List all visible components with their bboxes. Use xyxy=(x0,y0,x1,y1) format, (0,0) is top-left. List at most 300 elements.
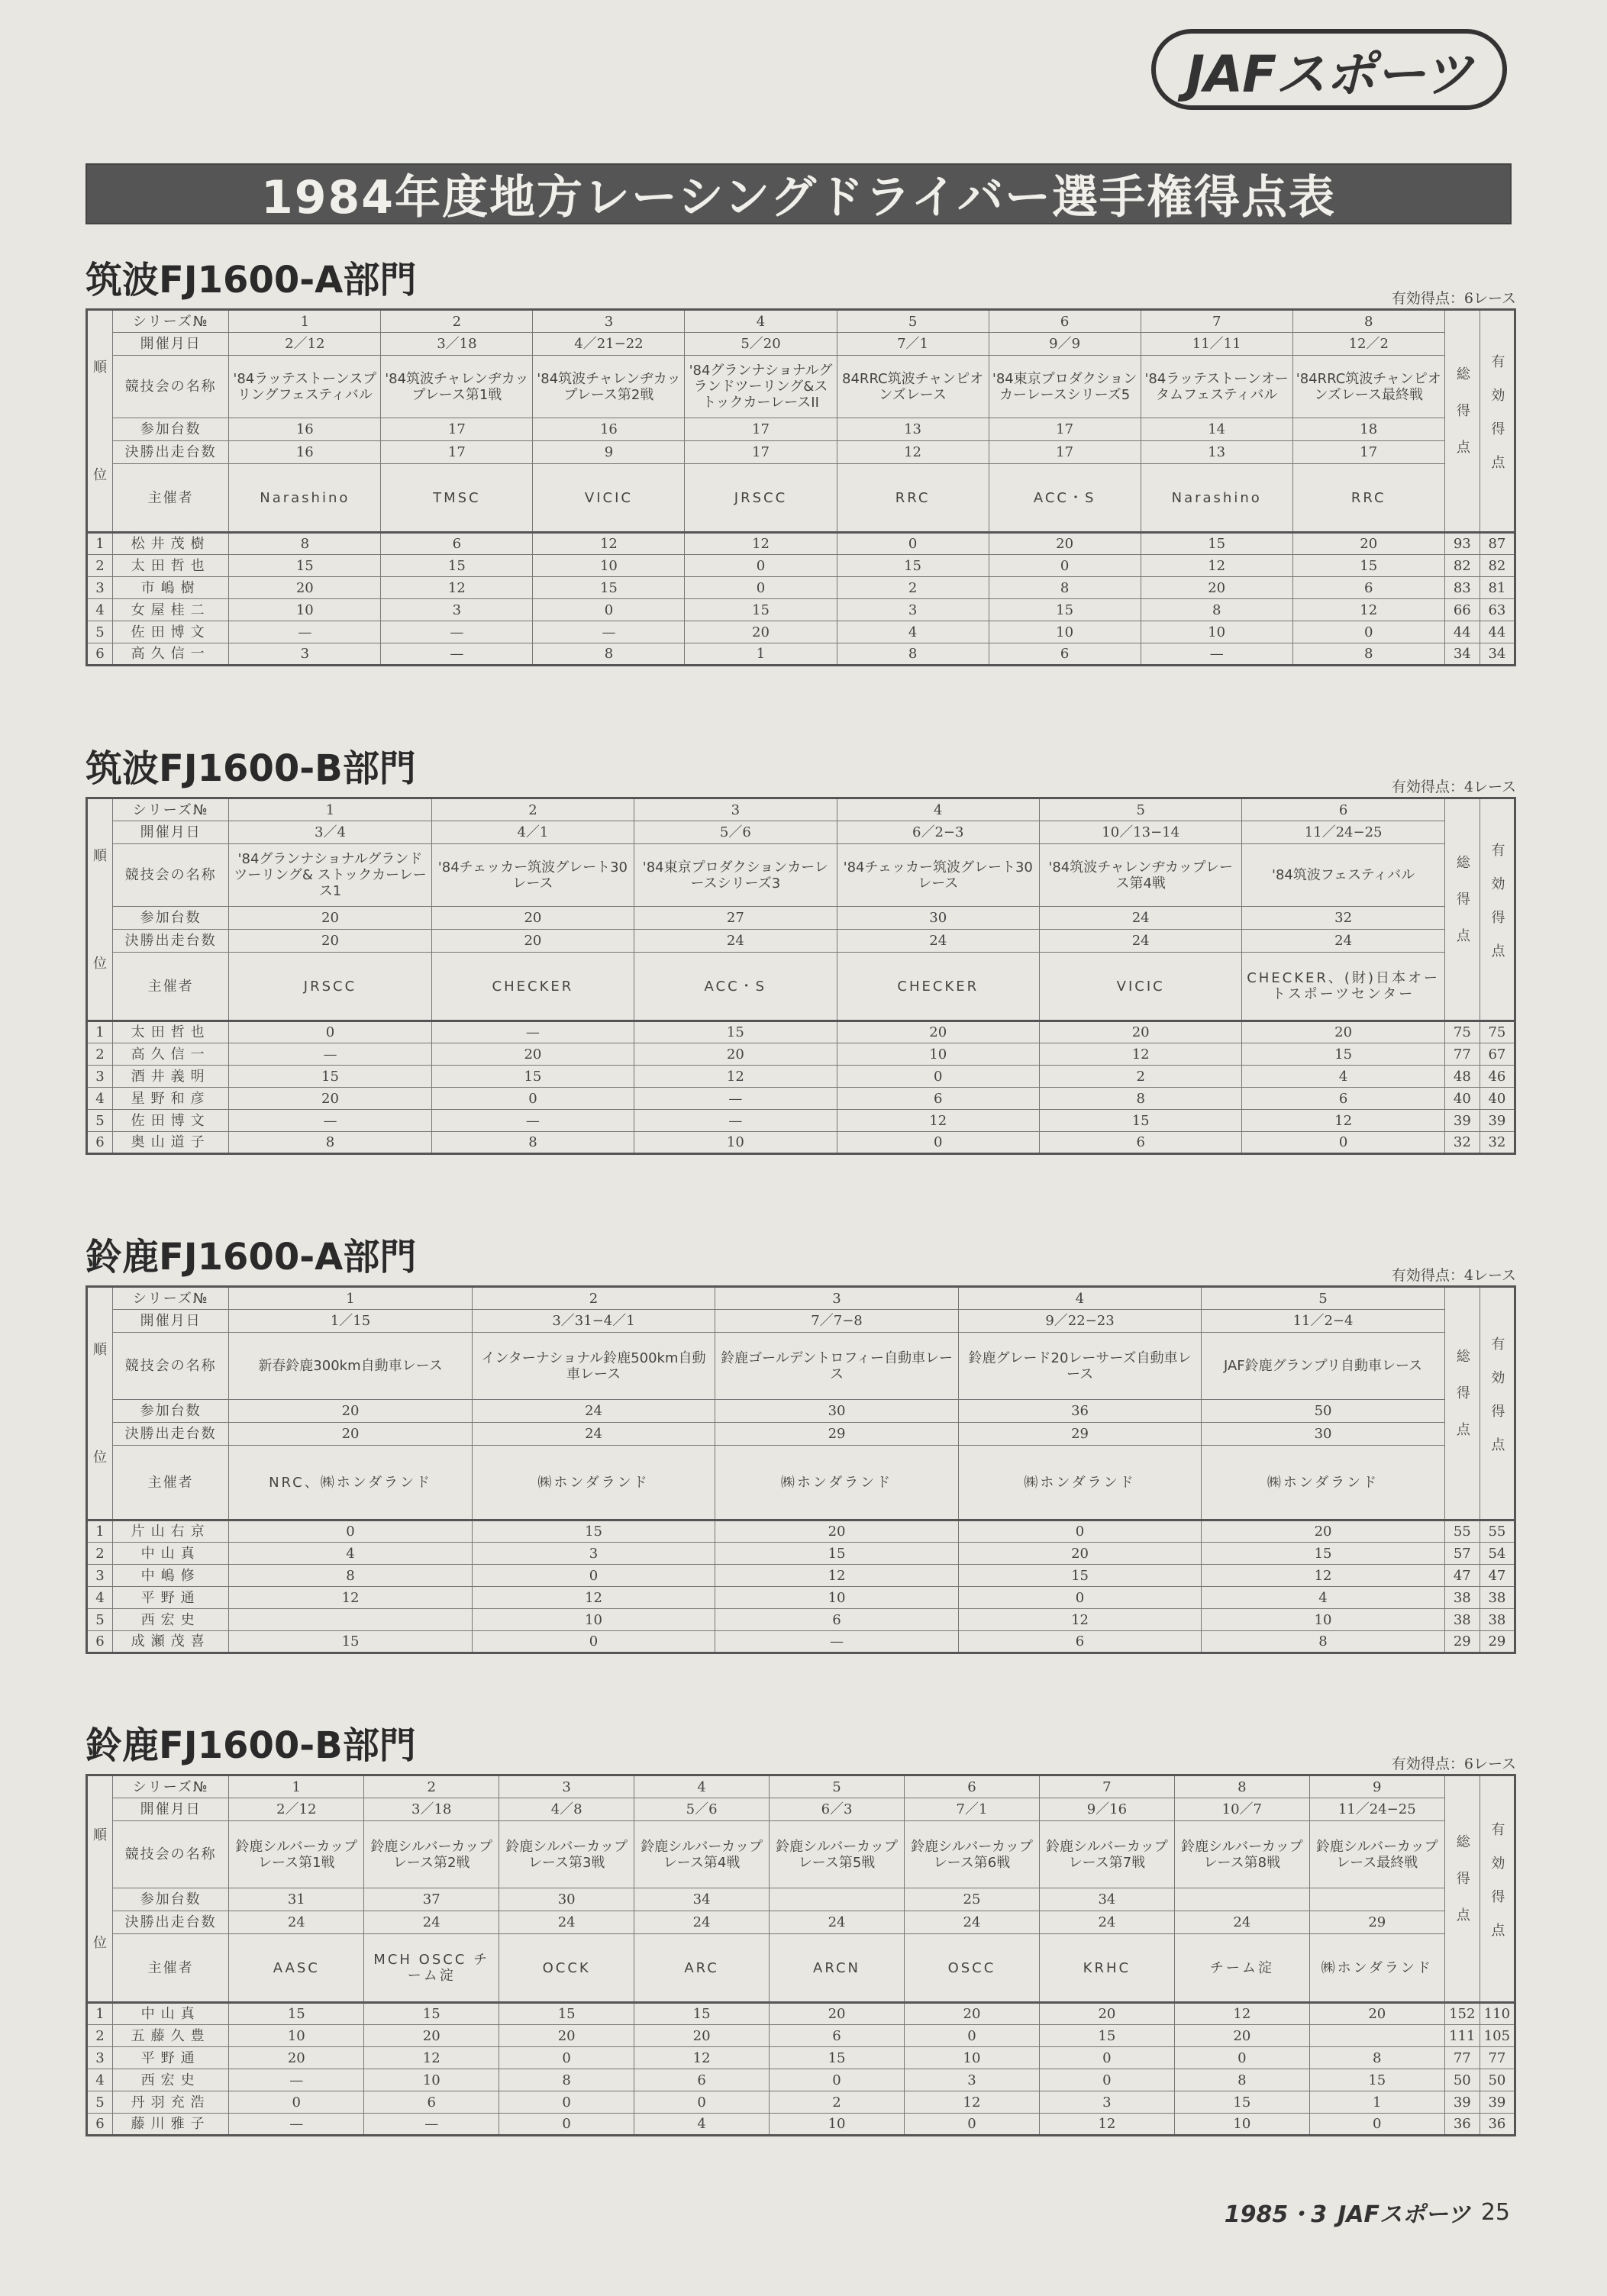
driver-name: 太田哲也 xyxy=(113,1021,229,1043)
final-starters-cell: 24 xyxy=(499,1911,634,1934)
driver-position: 2 xyxy=(87,1043,113,1066)
driver-name: 片山右京 xyxy=(113,1520,229,1543)
date-cell: 12／2 xyxy=(1292,333,1444,356)
rank-header-top: 順 xyxy=(93,359,108,376)
round-score: 0 xyxy=(958,1520,1202,1543)
event-name-cell: 84RRC筑波チャンピオンズレース xyxy=(837,356,989,418)
series-number-cell: 4 xyxy=(685,310,837,333)
total-points: 40 xyxy=(1444,1088,1480,1110)
organizer-row xyxy=(87,1446,1515,1520)
driver-name: 市嶋樹 xyxy=(113,577,229,599)
series-number-cell: 5 xyxy=(1202,1287,1445,1310)
effective-points: 47 xyxy=(1480,1565,1515,1587)
series-number-cell: 5 xyxy=(1039,798,1241,821)
driver-row xyxy=(87,2047,1515,2069)
date-cell: 7／1 xyxy=(837,333,989,356)
driver-row xyxy=(87,555,1515,577)
round-score: 3 xyxy=(381,599,533,621)
round-score: — xyxy=(381,643,533,666)
round-score: 12 xyxy=(1174,2003,1309,2025)
magazine-logo: JAFスポーツ xyxy=(1151,29,1507,110)
round-score: 20 xyxy=(634,2025,770,2047)
round-score: 20 xyxy=(1039,1021,1241,1043)
round-score: 12 xyxy=(1039,2114,1174,2136)
date-cell: 3／4 xyxy=(229,821,431,844)
round-score: — xyxy=(634,1088,837,1110)
round-score: 20 xyxy=(958,1543,1202,1565)
section-title: 筑波FJ1600-A部門 xyxy=(86,259,417,302)
event-name-cell: 鈴鹿グレード20レーサーズ自動車レース xyxy=(958,1333,1202,1400)
round-score: 3 xyxy=(904,2069,1039,2091)
round-score xyxy=(1309,2025,1444,2047)
driver-position: 4 xyxy=(87,2069,113,2091)
round-score: 6 xyxy=(715,1609,959,1631)
total-points: 55 xyxy=(1444,1520,1480,1543)
round-score: 10 xyxy=(1174,2114,1309,2136)
total-points: 82 xyxy=(1444,555,1480,577)
driver-row xyxy=(87,577,1515,599)
date-cell: 4／8 xyxy=(499,1798,634,1821)
page-title-banner xyxy=(86,163,1512,224)
date-cell: 11／2−4 xyxy=(1202,1310,1445,1333)
round-score: 12 xyxy=(634,2047,770,2069)
driver-position: 6 xyxy=(87,1132,113,1154)
round-score: 10 xyxy=(229,2025,364,2047)
final-starters-cell: 17 xyxy=(685,441,837,464)
standings-table xyxy=(86,1774,1516,2136)
driver-position: 5 xyxy=(87,2091,113,2114)
round-score: 1 xyxy=(685,643,837,666)
organizer-cell: チーム淀 xyxy=(1174,1934,1309,2003)
driver-position: 3 xyxy=(87,1565,113,1587)
driver-row xyxy=(87,1110,1515,1132)
rank-header xyxy=(87,1775,113,2003)
event-name-cell: 鈴鹿シルバーカップレース第6戦 xyxy=(904,1821,1039,1888)
effective-note: 有効得点：6レース xyxy=(1391,290,1516,307)
round-score: 15 xyxy=(1174,2091,1309,2114)
effective-points: 34 xyxy=(1480,643,1515,666)
rank-header-top: 順 xyxy=(93,1341,108,1358)
driver-position: 4 xyxy=(87,1088,113,1110)
driver-name: 五藤久豊 xyxy=(113,2025,229,2047)
row-label: 参加台数 xyxy=(113,418,229,441)
round-score: 20 xyxy=(1309,2003,1444,2025)
row-label: 競技会の名称 xyxy=(113,1821,229,1888)
driver-name: 佐田博文 xyxy=(113,1110,229,1132)
round-score: 12 xyxy=(904,2091,1039,2114)
round-score: 10 xyxy=(1141,621,1292,643)
row-label: シリーズ№ xyxy=(113,1287,229,1310)
round-score: 10 xyxy=(229,599,381,621)
round-score: 0 xyxy=(1039,2069,1174,2091)
standings-section xyxy=(86,747,1516,1155)
series-number-cell: 3 xyxy=(634,798,837,821)
round-score: 10 xyxy=(472,1609,715,1631)
final-starters-cell: 17 xyxy=(381,441,533,464)
final-starters-cell: 20 xyxy=(431,930,634,953)
driver-row xyxy=(87,1520,1515,1543)
round-score: 20 xyxy=(229,2047,364,2069)
round-score: 3 xyxy=(837,599,989,621)
total-points-header: 総得点 xyxy=(1444,310,1480,533)
driver-position: 2 xyxy=(87,555,113,577)
final-starters-cell: 24 xyxy=(1174,1911,1309,1934)
round-score: 10 xyxy=(533,555,685,577)
final-starters-cell: 24 xyxy=(837,930,1039,953)
total-points-header: 総得点 xyxy=(1444,1775,1480,2003)
series-number-cell: 9 xyxy=(1309,1775,1444,1798)
round-score: 0 xyxy=(958,1587,1202,1609)
round-score: — xyxy=(229,1110,431,1132)
series-number-row xyxy=(87,310,1515,333)
date-cell: 9／16 xyxy=(1039,1798,1174,1821)
round-score: 6 xyxy=(837,1088,1039,1110)
round-score: 20 xyxy=(1141,577,1292,599)
round-score: 15 xyxy=(634,1021,837,1043)
final-starters-cell: 30 xyxy=(1202,1423,1445,1446)
date-cell: 9／9 xyxy=(989,333,1141,356)
driver-row xyxy=(87,1631,1515,1653)
series-number-row xyxy=(87,1775,1515,1798)
organizer-cell: ACC・S xyxy=(634,953,837,1021)
round-score: 3 xyxy=(472,1543,715,1565)
series-number-cell: 3 xyxy=(499,1775,634,1798)
final-starters-row xyxy=(87,441,1515,464)
total-points: 111 xyxy=(1444,2025,1480,2047)
organizer-cell: VICIC xyxy=(533,464,685,533)
total-points: 77 xyxy=(1444,1043,1480,1066)
round-score: — xyxy=(1141,643,1292,666)
effective-points: 77 xyxy=(1480,2047,1515,2069)
effective-points-header: 有効得点 xyxy=(1480,1775,1515,2003)
round-score: 12 xyxy=(837,1110,1039,1132)
driver-row xyxy=(87,621,1515,643)
round-score: 4 xyxy=(1242,1066,1444,1088)
round-score: — xyxy=(229,1043,431,1066)
effective-points: 55 xyxy=(1480,1520,1515,1543)
total-points: 48 xyxy=(1444,1066,1480,1088)
organizer-cell: TMSC xyxy=(381,464,533,533)
final-starters-cell: 16 xyxy=(229,441,381,464)
round-score: 8 xyxy=(533,643,685,666)
row-label: 決勝出走台数 xyxy=(113,1423,229,1446)
event-name-cell: 鈴鹿シルバーカップレース第1戦 xyxy=(229,1821,364,1888)
round-score: 15 xyxy=(715,1543,959,1565)
round-score: 2 xyxy=(837,577,989,599)
entries-cell: 32 xyxy=(1242,907,1444,930)
organizer-cell: OCCK xyxy=(499,1934,634,2003)
round-score: 15 xyxy=(381,555,533,577)
entries-row xyxy=(87,1400,1515,1423)
driver-position: 1 xyxy=(87,2003,113,2025)
round-score: 12 xyxy=(1292,599,1444,621)
round-score: 10 xyxy=(634,1132,837,1154)
event-name-cell: '84グランナショナルグランドツーリング& ストックカーレース1 xyxy=(229,844,431,907)
standings-section xyxy=(86,258,1516,666)
round-score: 15 xyxy=(1039,1110,1241,1132)
rank-header-top: 順 xyxy=(93,1827,108,1843)
effective-points: 54 xyxy=(1480,1543,1515,1565)
event-name-cell: '84筑波チャレンヂカップレース第4戦 xyxy=(1039,844,1241,907)
round-score: 8 xyxy=(499,2069,634,2091)
driver-name: 星野和彦 xyxy=(113,1088,229,1110)
driver-row xyxy=(87,1088,1515,1110)
organizer-cell: ARC xyxy=(634,1934,770,2003)
series-number-cell: 8 xyxy=(1292,310,1444,333)
row-label: 開催月日 xyxy=(113,333,229,356)
driver-position: 2 xyxy=(87,1543,113,1565)
round-score: 6 xyxy=(1292,577,1444,599)
entries-cell: 34 xyxy=(1039,1888,1174,1911)
organizer-cell: RRC xyxy=(837,464,989,533)
series-number-cell: 1 xyxy=(229,1775,364,1798)
series-number-cell: 1 xyxy=(229,310,381,333)
round-score: 8 xyxy=(1292,643,1444,666)
date-cell: 3／31−4／1 xyxy=(472,1310,715,1333)
round-score: — xyxy=(381,621,533,643)
entries-cell: 17 xyxy=(989,418,1141,441)
effective-points: 67 xyxy=(1480,1043,1515,1066)
round-score: 20 xyxy=(1242,1021,1444,1043)
round-score: 0 xyxy=(634,2091,770,2114)
driver-name: 平野通 xyxy=(113,1587,229,1609)
series-number-cell: 4 xyxy=(634,1775,770,1798)
round-score: 20 xyxy=(364,2025,499,2047)
round-score: 6 xyxy=(364,2091,499,2114)
date-row xyxy=(87,333,1515,356)
total-points: 34 xyxy=(1444,643,1480,666)
total-points: 77 xyxy=(1444,2047,1480,2069)
round-score: 0 xyxy=(499,2091,634,2114)
page-title: 1984年度地方レーシングドライバー選手権得点表 xyxy=(260,171,1337,224)
row-label: シリーズ№ xyxy=(113,310,229,333)
driver-position: 5 xyxy=(87,1609,113,1631)
entries-cell xyxy=(1174,1888,1309,1911)
event-name-cell: '84筑波チャレンヂカップレース第1戦 xyxy=(381,356,533,418)
round-score: 0 xyxy=(431,1088,634,1110)
organizer-cell: JRSCC xyxy=(685,464,837,533)
round-score: 20 xyxy=(229,577,381,599)
round-score: 0 xyxy=(472,1565,715,1587)
final-starters-cell: 24 xyxy=(1039,930,1241,953)
round-score: — xyxy=(431,1110,634,1132)
organizer-cell: CHECKER xyxy=(837,953,1039,1021)
round-score: 20 xyxy=(229,1088,431,1110)
round-score: 15 xyxy=(431,1066,634,1088)
round-score: 10 xyxy=(1202,1609,1445,1631)
round-score: 6 xyxy=(1242,1088,1444,1110)
driver-position: 4 xyxy=(87,1587,113,1609)
round-score: 0 xyxy=(989,555,1141,577)
round-score: 12 xyxy=(381,577,533,599)
round-score: 20 xyxy=(904,2003,1039,2025)
date-row xyxy=(87,1310,1515,1333)
section-title: 鈴鹿FJ1600-B部門 xyxy=(86,1724,416,1767)
standings-table xyxy=(86,1285,1516,1654)
event-name-cell: '84グランナショナルグランドツーリング&ストックカーレースII xyxy=(685,356,837,418)
round-score: 0 xyxy=(837,1132,1039,1154)
final-starters-cell: 13 xyxy=(1141,441,1292,464)
date-cell: 11／24−25 xyxy=(1242,821,1444,844)
entries-cell: 17 xyxy=(381,418,533,441)
round-score: 12 xyxy=(1242,1110,1444,1132)
round-score: — xyxy=(229,621,381,643)
total-points: 29 xyxy=(1444,1631,1480,1653)
driver-name: 佐田博文 xyxy=(113,621,229,643)
event-name-cell: 新春鈴鹿300km自動車レース xyxy=(229,1333,473,1400)
effective-note: 有効得点：6レース xyxy=(1391,1756,1516,1772)
row-label: 開催月日 xyxy=(113,1798,229,1821)
final-starters-cell: 20 xyxy=(229,930,431,953)
round-score: 12 xyxy=(958,1609,1202,1631)
round-score: 15 xyxy=(364,2003,499,2025)
final-starters-cell: 29 xyxy=(715,1423,959,1446)
total-points-header: 総得点 xyxy=(1444,798,1480,1021)
driver-name: 奥山道子 xyxy=(113,1132,229,1154)
total-points: 39 xyxy=(1444,1110,1480,1132)
rank-header xyxy=(87,798,113,1021)
entries-cell: 20 xyxy=(431,907,634,930)
driver-name: 中嶋修 xyxy=(113,1565,229,1587)
effective-points: 36 xyxy=(1480,2114,1515,2136)
event-name-cell: 鈴鹿シルバーカップレース第3戦 xyxy=(499,1821,634,1888)
driver-row xyxy=(87,2025,1515,2047)
event-name-cell: 鈴鹿シルバーカップレース第7戦 xyxy=(1039,1821,1174,1888)
rank-header-bottom: 位 xyxy=(93,1934,108,1951)
issue-date: 1985・3 xyxy=(1224,2201,1328,2228)
series-number-cell: 5 xyxy=(770,1775,905,1798)
total-points: 32 xyxy=(1444,1132,1480,1154)
date-cell: 4／1 xyxy=(431,821,634,844)
round-score: 15 xyxy=(837,555,989,577)
date-cell: 5／20 xyxy=(685,333,837,356)
driver-row xyxy=(87,1021,1515,1043)
date-cell: 5／6 xyxy=(634,1798,770,1821)
event-name-cell: 鈴鹿ゴールデントロフィー自動車レース xyxy=(715,1333,959,1400)
organizer-cell: JRSCC xyxy=(229,953,431,1021)
event-name-cell: '84チェッカー筑波グレート30レース xyxy=(431,844,634,907)
round-score: 15 xyxy=(229,1066,431,1088)
date-cell: 11／24−25 xyxy=(1309,1798,1444,1821)
date-cell: 2／12 xyxy=(229,1798,364,1821)
round-score: — xyxy=(634,1110,837,1132)
round-score: 12 xyxy=(715,1565,959,1587)
entries-cell: 16 xyxy=(533,418,685,441)
rank-header xyxy=(87,1287,113,1520)
driver-name: 太田哲也 xyxy=(113,555,229,577)
event-name-cell: '84チェッカー筑波グレート30レース xyxy=(837,844,1039,907)
driver-name: 平野通 xyxy=(113,2047,229,2069)
row-label: 開催月日 xyxy=(113,821,229,844)
final-starters-cell: 24 xyxy=(472,1423,715,1446)
event-name-cell: '84筑波チャレンヂカップレース第2戦 xyxy=(533,356,685,418)
entries-cell: 20 xyxy=(229,1400,473,1423)
date-cell: 7／1 xyxy=(904,1798,1039,1821)
date-cell: 1／15 xyxy=(229,1310,473,1333)
rank-header-top: 順 xyxy=(93,847,108,864)
total-points: 38 xyxy=(1444,1609,1480,1631)
round-score: 12 xyxy=(685,533,837,555)
organizer-row xyxy=(87,464,1515,533)
entries-cell: 50 xyxy=(1202,1400,1445,1423)
driver-row xyxy=(87,2114,1515,2136)
round-score: 15 xyxy=(958,1565,1202,1587)
total-points: 57 xyxy=(1444,1543,1480,1565)
effective-points: 81 xyxy=(1480,577,1515,599)
round-score: 15 xyxy=(1141,533,1292,555)
date-cell: 6／2−3 xyxy=(837,821,1039,844)
entries-cell: 37 xyxy=(364,1888,499,1911)
date-row xyxy=(87,1798,1515,1821)
section-title: 筑波FJ1600-B部門 xyxy=(86,747,416,790)
driver-row xyxy=(87,599,1515,621)
round-score: 2 xyxy=(1039,1066,1241,1088)
round-score: 6 xyxy=(770,2025,905,2047)
effective-points-header: 有効得点 xyxy=(1480,798,1515,1021)
entries-cell: 18 xyxy=(1292,418,1444,441)
round-score: 20 xyxy=(634,1043,837,1066)
driver-row xyxy=(87,1565,1515,1587)
round-score: 20 xyxy=(1202,1520,1445,1543)
driver-position: 5 xyxy=(87,1110,113,1132)
driver-row xyxy=(87,643,1515,666)
driver-name: 松井茂樹 xyxy=(113,533,229,555)
date-cell: 7／7−8 xyxy=(715,1310,959,1333)
series-number-cell: 2 xyxy=(431,798,634,821)
driver-position: 1 xyxy=(87,1520,113,1543)
organizer-cell: AASC xyxy=(229,1934,364,2003)
driver-name: 西宏史 xyxy=(113,2069,229,2091)
driver-row xyxy=(87,1066,1515,1088)
round-score: 20 xyxy=(1292,533,1444,555)
row-label: 主催者 xyxy=(113,1934,229,2003)
entries-cell: 24 xyxy=(1039,907,1241,930)
entries-cell: 30 xyxy=(837,907,1039,930)
round-score: 8 xyxy=(1039,1088,1241,1110)
organizer-cell: ㈱ホンダランド xyxy=(472,1446,715,1520)
date-cell: 5／6 xyxy=(634,821,837,844)
row-label: 決勝出走台数 xyxy=(113,930,229,953)
round-score: 0 xyxy=(770,2069,905,2091)
entries-cell xyxy=(1309,1888,1444,1911)
round-score: 6 xyxy=(989,643,1141,666)
event-name-cell: '84ラッテストーンスプリングフェスティバル xyxy=(229,356,381,418)
final-starters-cell: 24 xyxy=(1039,1911,1174,1934)
series-number-cell: 3 xyxy=(533,310,685,333)
round-score: 0 xyxy=(904,2025,1039,2047)
page-footer xyxy=(1212,2198,1510,2226)
final-starters-cell: 29 xyxy=(958,1423,1202,1446)
round-score xyxy=(229,1609,473,1631)
effective-points: 29 xyxy=(1480,1631,1515,1653)
series-number-cell: 1 xyxy=(229,798,431,821)
round-score: 15 xyxy=(1202,1543,1445,1565)
round-score: 15 xyxy=(499,2003,634,2025)
organizer-cell: ARCN xyxy=(770,1934,905,2003)
round-score: 10 xyxy=(770,2114,905,2136)
entries-row xyxy=(87,1888,1515,1911)
round-score: 8 xyxy=(229,1565,473,1587)
date-cell: 4／21−22 xyxy=(533,333,685,356)
final-starters-cell: 24 xyxy=(1242,930,1444,953)
organizer-cell: OSCC xyxy=(904,1934,1039,2003)
organizer-cell: ㈱ホンダランド xyxy=(715,1446,959,1520)
round-score: 0 xyxy=(229,1021,431,1043)
organizer-cell: CHECKER、(財)日本オートスポーツセンター xyxy=(1242,953,1444,1021)
entries-cell: 20 xyxy=(229,907,431,930)
standings-table xyxy=(86,797,1516,1155)
effective-points: 32 xyxy=(1480,1132,1515,1154)
